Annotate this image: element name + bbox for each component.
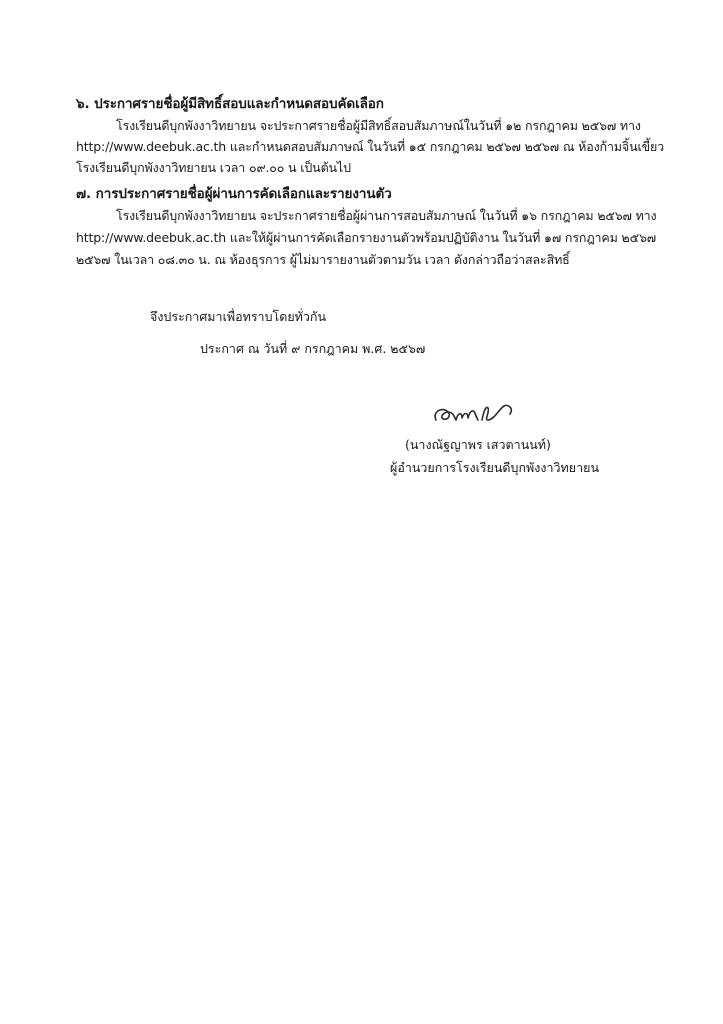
section-6-line-3: โรงเรียนดีบุกพังงาวิทยายน เวลา ๐๙.๐๐ น เป็นต้นไป	[76, 160, 351, 175]
signatory-name: (นางณัฐญาพร เสวตานนท์)	[405, 437, 551, 452]
signatory-position: ผู้อำนวยการโรงเรียนดีบุกพังงาวิทยายน	[390, 460, 599, 475]
closing-announcement: จึงประกาศมาเพื่อทราบโดยทั่วกัน	[150, 309, 327, 324]
section-6-heading: ๖. ประกาศรายชื่อผู้มีสิทธิ์สอบและกำหนดสอบคัดเลือก	[76, 96, 384, 112]
handwritten-signature	[430, 398, 520, 430]
section-7-line-1: โรงเรียนดีบุกพังงาวิทยายน จะประกาศรายชื่อผู้ผ่านการสอบสัมภาษณ์ ในวันที่ ๑๖ กรกฎาคม ๒๕๖๗ ทาง	[116, 208, 657, 223]
section-6-line-2: http://www.deebuk.ac.th และกำหนดสอบสัมภาษณ์ ในวันที่ ๑๕ กรกฎาคม ๒๕๖๗ ๒๕๖๗ ณ ห้องก้ามจิ้นเขี้ยว	[76, 139, 665, 154]
section-7-line-2: http://www.deebuk.ac.th และให้ผู้ผ่านการคัดเลือกรายงานตัวพร้อมปฏิบัติงาน ในวันที่ ๑๗ กรกฎาคม ๒๕๖๗	[76, 230, 656, 245]
section-7-heading: ๗. การประกาศรายชื่อผู้ผ่านการคัดเลือกและรายงานตัว	[76, 186, 392, 202]
announcement-date: ประกาศ ณ วันที่ ๙ กรกฎาคม พ.ศ. ๒๕๖๗	[200, 341, 426, 356]
section-6-line-1: โรงเรียนดีบุกพังงาวิทยายน จะประกาศรายชื่อผู้มีสิทธิ์สอบสัมภาษณ์ในวันที่ ๑๒ กรกฎาคม ๒๕๖๗ ทาง	[116, 118, 641, 133]
section-7-line-3: ๒๕๖๗ ในเวลา ๐๘.๓๐ น. ณ ห้องธุรการ ผู้ไม่มารายงานตัวตามวัน เวลา ดังกล่าวถือว่าสละสิทธิ์	[76, 252, 570, 267]
